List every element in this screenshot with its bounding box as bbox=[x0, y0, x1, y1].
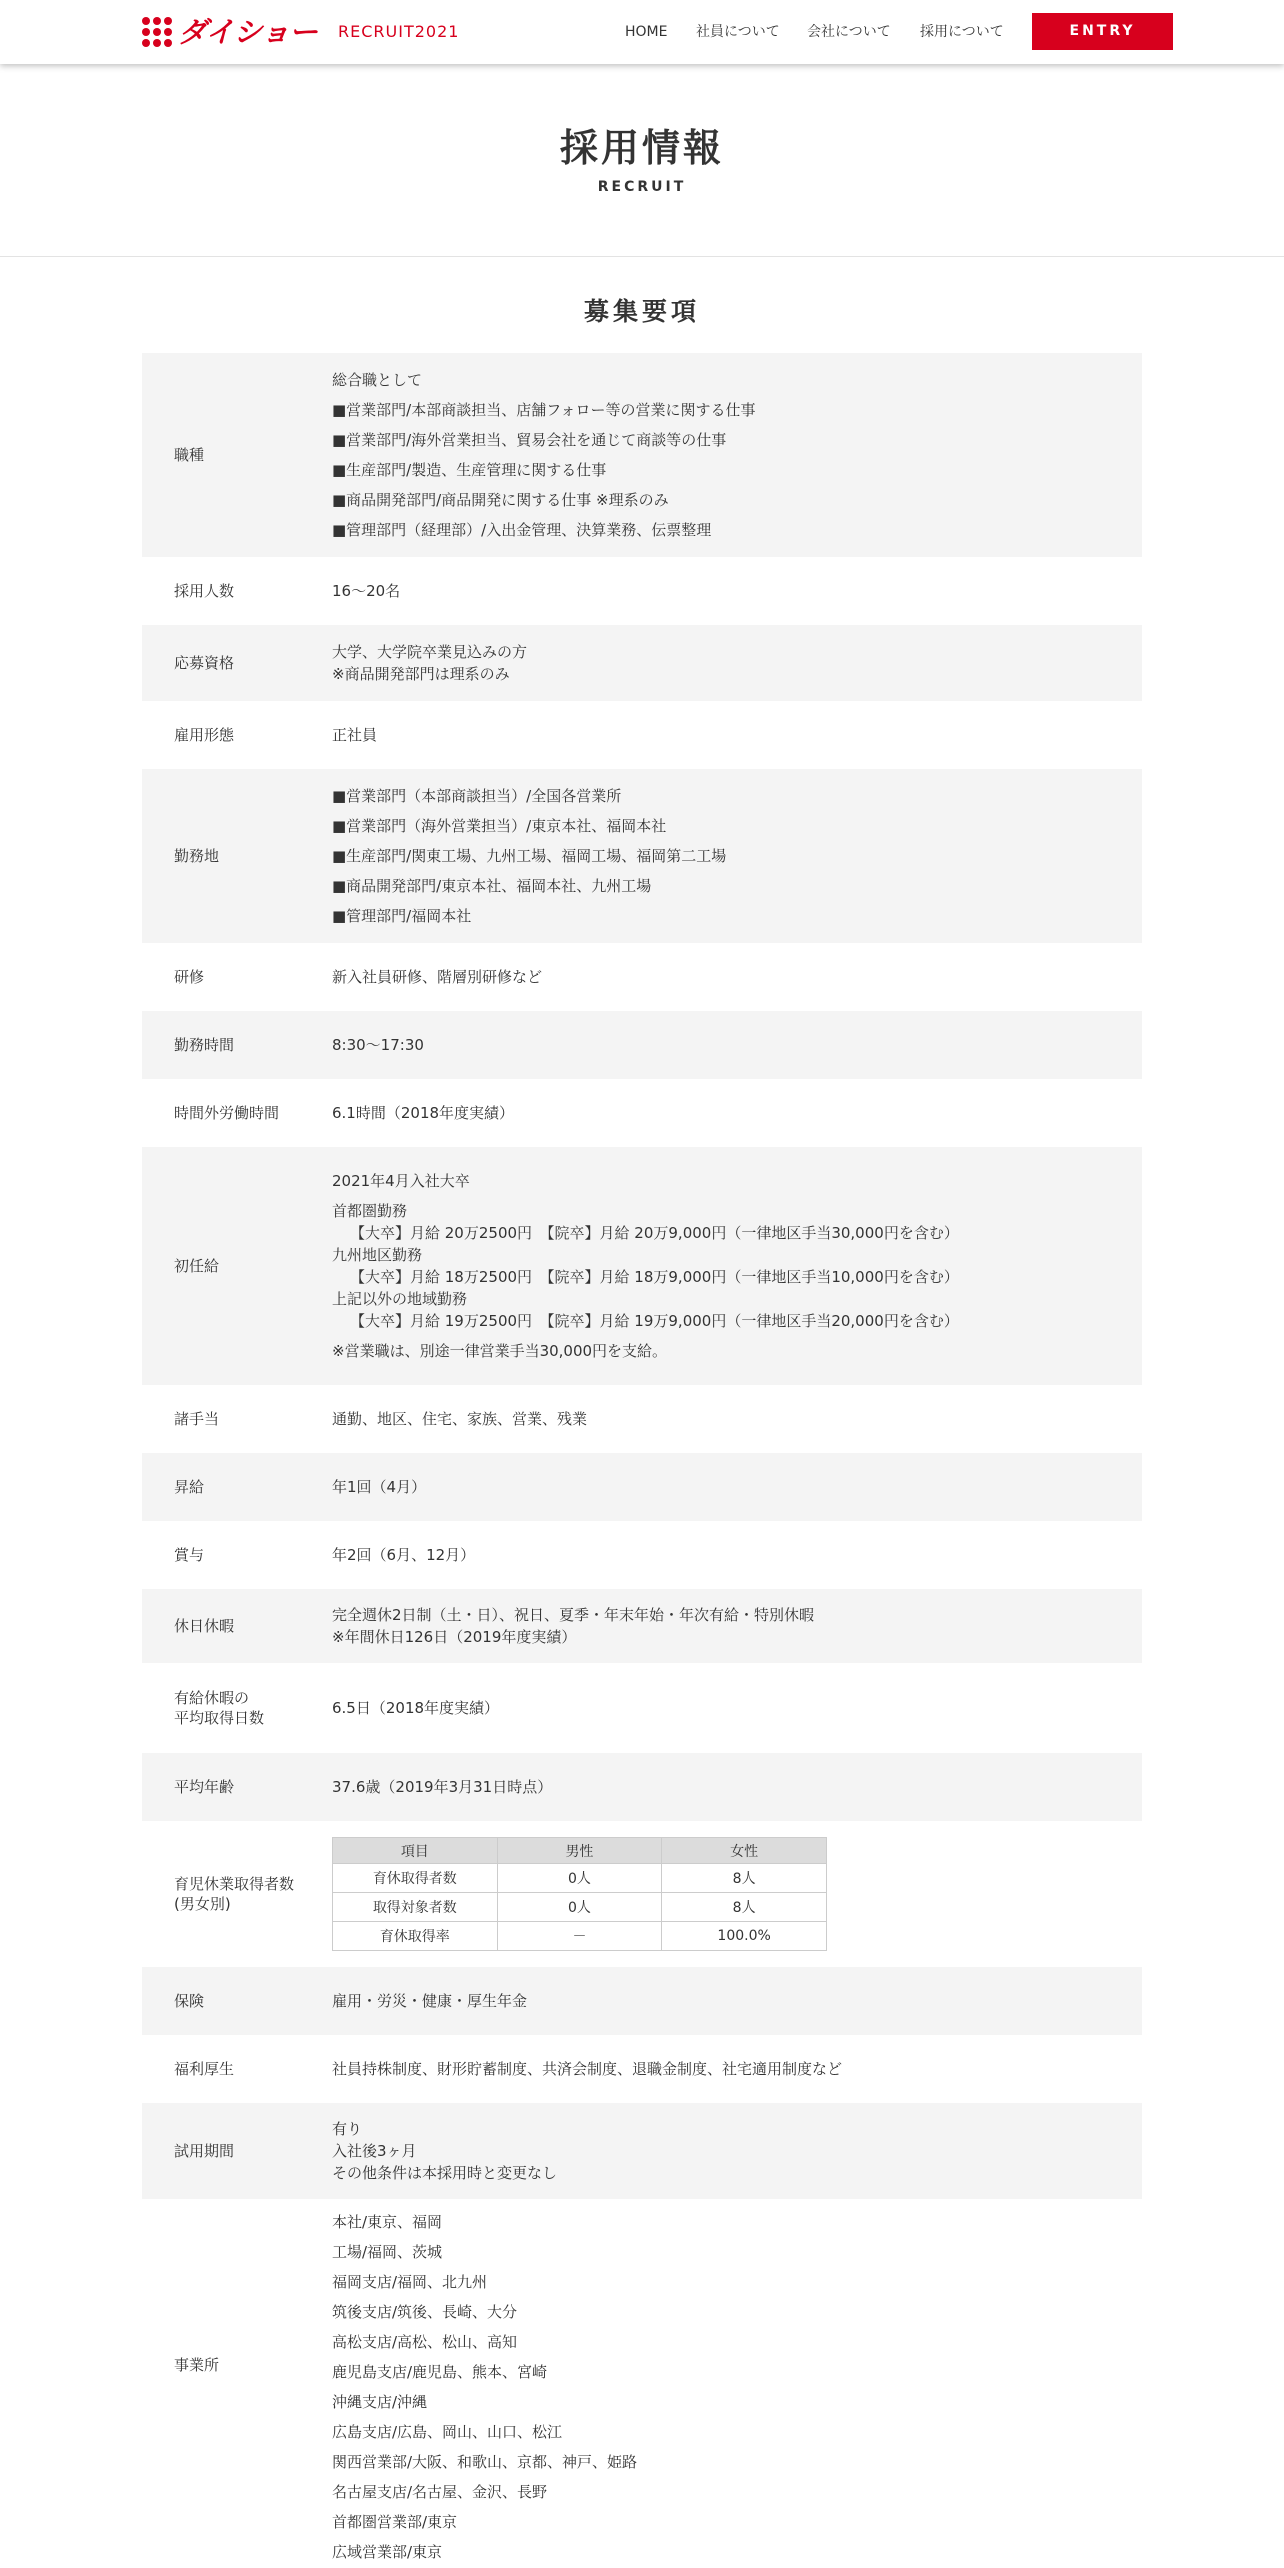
row-value bbox=[332, 720, 1142, 750]
row-label: 有給休暇の 平均取得日数 bbox=[174, 1689, 265, 1727]
row-label: 試用期間 bbox=[174, 2142, 235, 2160]
logo-text: ダイショー bbox=[178, 15, 317, 49]
row-value-line: 2021年4月入社大卒 bbox=[332, 1172, 470, 1190]
row-value-line: 6.5日（2018年度実績） bbox=[332, 1699, 500, 1717]
row-value-line: ■営業部門（本部商談担当）/全国各営業所 bbox=[332, 787, 622, 805]
row-value-line: 入社後3ヶ月 bbox=[332, 2142, 417, 2160]
row-value-line: 上記以外の地域勤務 bbox=[332, 1290, 468, 1308]
row-value-line: 筑後支店/筑後、長崎、大分 bbox=[332, 2303, 518, 2321]
row-value-line: 広島支店/広島、岡山、山口、松江 bbox=[332, 2423, 563, 2441]
row-value-line: ■生産部門/製造、生産管理に関する仕事 bbox=[332, 461, 607, 479]
row-value-line: 【大卒】月給 19万2500円 【院卒】月給 19万9,000円（一律地区手当20,000円を含む） bbox=[350, 1312, 959, 1330]
row-value-line: 工場/福岡、茨城 bbox=[332, 2243, 443, 2261]
row-value bbox=[332, 1986, 1142, 2016]
leave-table-row bbox=[333, 1864, 827, 1893]
table-row bbox=[142, 1079, 1142, 1147]
row-value-line: 年1回（4月） bbox=[332, 1478, 427, 1496]
row-value-line: 首都圏営業部/東京 bbox=[332, 2513, 458, 2531]
page-title: 採用情報 bbox=[559, 126, 724, 170]
leave-table-cell: 8人 bbox=[662, 1864, 827, 1893]
row-value bbox=[332, 2054, 1142, 2084]
childcare-leave-table bbox=[332, 1837, 827, 1951]
row-value bbox=[332, 781, 1142, 931]
row-label: 研修 bbox=[174, 968, 205, 986]
leave-table-header-row bbox=[333, 1838, 827, 1864]
nav-company[interactable]: 会社について bbox=[807, 24, 891, 40]
row-label: 採用人数 bbox=[174, 582, 235, 600]
leave-table-cell: 育休取得率 bbox=[333, 1922, 498, 1951]
nav-recruitment[interactable]: 採用について bbox=[920, 24, 1004, 40]
row-value-line: 社員持株制度、財形貯蓄制度、共済会制度、退職金制度、社宅適用制度など bbox=[332, 2060, 843, 2078]
row-value-line: 通勤、地区、住宅、家族、営業、残業 bbox=[332, 1410, 588, 1428]
row-label: 育児休業取得者数 (男女別) bbox=[174, 1875, 295, 1913]
table-row bbox=[142, 769, 1142, 943]
leave-table-header: 項目 bbox=[333, 1838, 498, 1864]
table-row bbox=[142, 1521, 1142, 1589]
row-value-line: ■営業部門（海外営業担当）/東京本社、福岡本社 bbox=[332, 817, 667, 835]
row-value-line: 正社員 bbox=[332, 726, 378, 744]
table-row bbox=[142, 2103, 1142, 2199]
row-label: 応募資格 bbox=[174, 654, 235, 672]
row-value-line: ※商品開発部門は理系のみ bbox=[332, 665, 510, 683]
row-label: 事業所 bbox=[174, 2356, 220, 2374]
requirements-table bbox=[142, 353, 1142, 2561]
table-row bbox=[142, 701, 1142, 769]
entry-button[interactable]: ENTRY bbox=[1032, 13, 1173, 50]
row-value-line: ■管理部門（経理部）/入出金管理、決算業務、伝票整理 bbox=[332, 521, 712, 539]
row-value bbox=[332, 641, 1142, 685]
row-value-line: 【大卒】月給 18万2500円 【院卒】月給 18万9,000円（一律地区手当10,000円を含む） bbox=[350, 1268, 959, 1286]
row-label: 休日休暇 bbox=[174, 1617, 235, 1635]
leave-table-cell: 8人 bbox=[662, 1893, 827, 1922]
row-value bbox=[332, 1472, 1142, 1502]
row-label: 昇給 bbox=[174, 1478, 205, 1496]
row-value-line: 完全週休2日制（土・日）、祝日、夏季・年末年始・年次有給・特別休暇 bbox=[332, 1606, 815, 1624]
row-label: 勤務地 bbox=[174, 847, 220, 865]
row-value-line: 本社/東京、福岡 bbox=[332, 2213, 443, 2231]
row-value bbox=[332, 1837, 1142, 1951]
page-subtitle: RECRUIT bbox=[597, 179, 687, 195]
row-label: 勤務時間 bbox=[174, 1036, 235, 1054]
table-row bbox=[142, 2199, 1142, 2561]
row-value-line: 鹿児島支店/鹿児島、熊本、宮崎 bbox=[332, 2363, 548, 2381]
row-value bbox=[332, 1404, 1142, 1434]
row-label: 初任給 bbox=[174, 1257, 220, 1275]
row-value bbox=[332, 1693, 1142, 1723]
row-value-line: ■商品開発部門/東京本社、福岡本社、九州工場 bbox=[332, 877, 652, 895]
row-value-line: 広域営業部/東京 bbox=[332, 2543, 443, 2561]
row-value-line: 福岡支店/福岡、北九州 bbox=[332, 2273, 488, 2291]
row-label: 賞与 bbox=[174, 1546, 205, 1564]
row-value-line: 名古屋支店/名古屋、金沢、長野 bbox=[332, 2483, 548, 2501]
table-row bbox=[142, 1663, 1142, 1753]
row-value-line: 高松支店/高松、松山、高知 bbox=[332, 2333, 518, 2351]
logo-dots-icon bbox=[142, 17, 172, 47]
recruit-year-label: RECRUIT2021 bbox=[338, 22, 460, 41]
row-value-line: ■営業部門/海外営業担当、貿易会社を通じて商談等の仕事 bbox=[332, 431, 727, 449]
table-row bbox=[142, 1753, 1142, 1821]
row-value-line: 有り bbox=[332, 2120, 363, 2138]
row-value-line: 37.6歳（2019年3月31日時点） bbox=[332, 1778, 553, 1796]
row-value-line: 雇用・労災・健康・厚生年金 bbox=[332, 1992, 528, 2010]
row-value bbox=[332, 1772, 1142, 1802]
row-value-line: 関西営業部/大阪、和歌山、京都、神戸、姫路 bbox=[332, 2453, 638, 2471]
row-value-line: ■営業部門/本部商談担当、店舗フォロー等の営業に関する仕事 bbox=[332, 401, 756, 419]
row-value-line: ※年間休日126日（2019年度実績） bbox=[332, 1628, 577, 1646]
row-value bbox=[332, 962, 1142, 992]
table-row bbox=[142, 1011, 1142, 1079]
row-value bbox=[332, 1170, 1142, 1362]
row-value-line: ※営業職は、別途一律営業手当30,000円を支給。 bbox=[332, 1342, 668, 1360]
section-title: 募集要項 bbox=[583, 297, 700, 326]
company-logo[interactable] bbox=[142, 17, 317, 47]
row-value-line: 大学、大学院卒業見込みの方 bbox=[332, 643, 528, 661]
row-value bbox=[332, 1030, 1142, 1060]
leave-table-cell: 育休取得者数 bbox=[333, 1864, 498, 1893]
leave-table-cell: 0人 bbox=[497, 1864, 662, 1893]
row-label: 諸手当 bbox=[174, 1410, 220, 1428]
leave-table-header: 男性 bbox=[497, 1838, 662, 1864]
leave-table-row bbox=[333, 1922, 827, 1951]
table-row bbox=[142, 1967, 1142, 2035]
table-row bbox=[142, 1385, 1142, 1453]
table-row bbox=[142, 353, 1142, 557]
row-value-line: 年2回（6月、12月） bbox=[332, 1546, 476, 1564]
row-value bbox=[332, 576, 1142, 606]
nav-employees[interactable]: 社員について bbox=[696, 24, 780, 40]
leave-table-cell: 0人 bbox=[497, 1893, 662, 1922]
leave-table-row bbox=[333, 1893, 827, 1922]
row-value-line: 【大卒】月給 20万2500円 【院卒】月給 20万9,000円（一律地区手当30,000円を含む） bbox=[350, 1224, 959, 1242]
row-label: 保険 bbox=[174, 1992, 205, 2010]
row-value bbox=[332, 2207, 1142, 2567]
row-value-line: 6.1時間（2018年度実績） bbox=[332, 1104, 515, 1122]
row-label: 職種 bbox=[174, 446, 205, 464]
table-row bbox=[142, 2035, 1142, 2103]
leave-table-cell: － bbox=[497, 1922, 662, 1951]
row-value-line: 新入社員研修、階層別研修など bbox=[332, 968, 543, 986]
row-value bbox=[332, 1540, 1142, 1570]
row-label: 福利厚生 bbox=[174, 2060, 235, 2078]
row-value-line: 沖縄支店/沖縄 bbox=[332, 2393, 428, 2411]
table-row bbox=[142, 625, 1142, 701]
row-value-line: 総合職として bbox=[332, 371, 423, 389]
row-value-line: 首都圏勤務 bbox=[332, 1202, 408, 1220]
row-value-line: 8:30～17:30 bbox=[332, 1036, 424, 1054]
table-row bbox=[142, 557, 1142, 625]
row-value bbox=[332, 1604, 1142, 1648]
table-row bbox=[142, 943, 1142, 1011]
table-row bbox=[142, 1147, 1142, 1385]
row-label: 時間外労働時間 bbox=[174, 1104, 280, 1122]
row-label: 雇用形態 bbox=[174, 726, 235, 744]
row-value-line: 16～20名 bbox=[332, 582, 401, 600]
row-label: 平均年齢 bbox=[174, 1778, 235, 1796]
table-row bbox=[142, 1589, 1142, 1663]
row-value bbox=[332, 2118, 1142, 2184]
table-row bbox=[142, 1821, 1142, 1967]
row-value bbox=[332, 1098, 1142, 1128]
leave-table-cell: 取得対象者数 bbox=[333, 1893, 498, 1922]
table-row bbox=[142, 1453, 1142, 1521]
leave-table-cell: 100.0% bbox=[662, 1922, 827, 1951]
leave-table-header: 女性 bbox=[662, 1838, 827, 1864]
row-value-line: ■管理部門/福岡本社 bbox=[332, 907, 472, 925]
nav-home[interactable]: HOME bbox=[625, 24, 668, 40]
page-hero bbox=[0, 64, 1284, 257]
row-value-line: その他条件は本採用時と変更なし bbox=[332, 2164, 558, 2182]
row-value bbox=[332, 365, 1142, 545]
row-value-line: 九州地区勤務 bbox=[332, 1246, 423, 1264]
row-value-line: ■商品開発部門/商品開発に関する仕事 ※理系のみ bbox=[332, 491, 669, 509]
site-header bbox=[0, 0, 1284, 64]
row-value-line: ■生産部門/関東工場、九州工場、福岡工場、福岡第二工場 bbox=[332, 847, 727, 865]
